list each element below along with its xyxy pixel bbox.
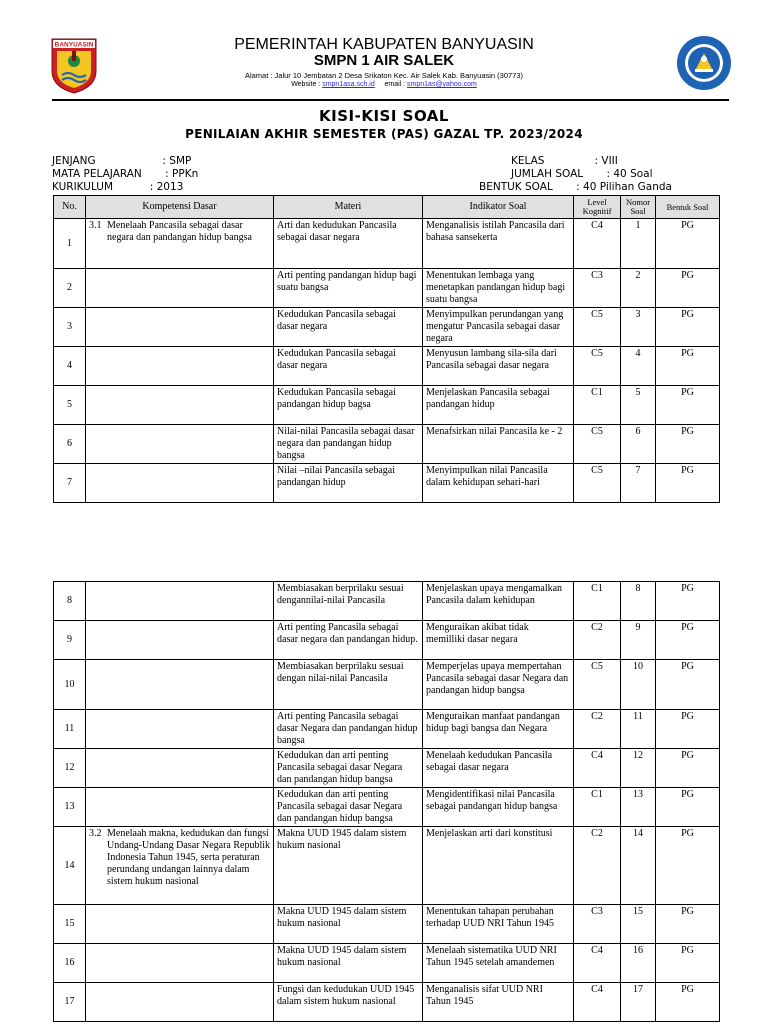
cell-no: 7: [54, 464, 86, 503]
cell-materi: Kedudukan Pancasila sebagai pandangan hidup bagsa: [274, 386, 423, 425]
cell-level-kognitif: C1: [574, 386, 621, 425]
cell-level-kognitif: C5: [574, 308, 621, 347]
cell-kompetensi-dasar: [86, 944, 274, 983]
cell-kompetensi-dasar: [86, 983, 274, 1022]
table-row: [54, 347, 720, 386]
website-label: Website :: [291, 81, 321, 88]
cell-no: 13: [54, 788, 86, 827]
cell-kompetensi-dasar: [86, 386, 274, 425]
cell-indikator-soal: Menguraikan manfaat pandangan hidup bagi bangsa dan Negara: [423, 710, 574, 749]
cell-kompetensi-dasar: [86, 425, 274, 464]
cell-bentuk-soal: PG: [656, 749, 720, 788]
contact-line: [0, 81, 768, 88]
cell-nomor-soal: 11: [621, 710, 656, 749]
cell-materi: Kedudukan Pancasila sebagai dasar negara: [274, 347, 423, 386]
meta-mata-pelajaran: MATA PELAJARAN : PPKn: [52, 168, 199, 180]
header-divider: [52, 99, 729, 101]
school-name: SMPN 1 AIR SALEK: [313, 52, 455, 69]
cell-nomor-soal: 6: [621, 425, 656, 464]
government-name: PEMERINTAH KABUPATEN BANYUASIN: [234, 36, 534, 53]
cell-no: 14: [54, 827, 86, 905]
website-link[interactable]: smpn1asa.sch.id: [322, 81, 375, 88]
table-row: [54, 983, 720, 1022]
cell-kompetensi-dasar: [86, 827, 274, 905]
cell-indikator-soal: Menjelaskan upaya mengamalkan Pancasila dalam kehidupan: [423, 582, 574, 621]
cell-bentuk-soal: PG: [656, 983, 720, 1022]
cell-indikator-soal: Menelaah kedudukan Pancasila sebagai dasar negara: [423, 749, 574, 788]
cell-materi: Kedudukan dan arti penting Pancasila sebagai dasar Negara dan pandangan hidup bangsa: [274, 788, 423, 827]
cell-bentuk-soal: PG: [656, 710, 720, 749]
document-title: KISI-KISI SOAL: [319, 107, 449, 125]
cell-indikator-soal: Menyimpulkan nilai Pancasila dalam kehidupan sehari-hari: [423, 464, 574, 503]
cell-kompetensi-dasar: [86, 905, 274, 944]
meta-kelas: KELAS : VIII: [511, 155, 618, 167]
cell-kompetensi-dasar: [86, 347, 274, 386]
cell-materi: Arti dan kedudukan Pancasila sebagai dasar negara: [274, 219, 423, 269]
document-subtitle: PENILAIAN AKHIR SEMESTER (PAS) GAZAL TP. 2023/2024: [185, 127, 583, 141]
table-row: [54, 710, 720, 749]
cell-kompetensi-dasar: [86, 660, 274, 710]
school-address: Alamat : Jalur 10 Jembatan 2 Desa Srikaton Kec. Air Salek Kab. Banyuasin (30773): [244, 71, 524, 80]
header-nomor-soal: Nomor Soal: [621, 196, 656, 219]
cell-indikator-soal: Mengidentifikasi nilai Pancasila sebagai pandangan hidup bangsa: [423, 788, 574, 827]
cell-level-kognitif: C5: [574, 347, 621, 386]
cell-nomor-soal: 7: [621, 464, 656, 503]
cell-bentuk-soal: PG: [656, 269, 720, 308]
cell-nomor-soal: 9: [621, 621, 656, 660]
cell-materi: Makna UUD 1945 dalam sistem hukum nasional: [274, 905, 423, 944]
cell-no: 10: [54, 660, 86, 710]
cell-level-kognitif: C2: [574, 710, 621, 749]
cell-indikator-soal: Memperjelas upaya mempertahan Pancasila sebagai dasar Negara dan pandangan hidup bangsa: [423, 660, 574, 710]
cell-level-kognitif: C4: [574, 219, 621, 269]
cell-bentuk-soal: PG: [656, 308, 720, 347]
cell-materi: Kedudukan Pancasila sebagai dasar negara: [274, 308, 423, 347]
cell-no: 6: [54, 425, 86, 464]
header-level-kognitif: Level Kognitif: [574, 196, 621, 219]
cell-indikator-soal: Menguraikan akibat tidak memilliki dasar negara: [423, 621, 574, 660]
cell-no: 11: [54, 710, 86, 749]
cell-bentuk-soal: PG: [656, 660, 720, 710]
cell-no: 2: [54, 269, 86, 308]
table-row: [54, 308, 720, 347]
cell-bentuk-soal: PG: [656, 347, 720, 386]
cell-no: 9: [54, 621, 86, 660]
cell-kompetensi-dasar: [86, 219, 274, 269]
cell-bentuk-soal: PG: [656, 582, 720, 621]
cell-level-kognitif: C2: [574, 621, 621, 660]
meta-jenjang: JENJANG : SMP: [52, 155, 192, 167]
cell-nomor-soal: 13: [621, 788, 656, 827]
cell-kompetensi-dasar: [86, 788, 274, 827]
cell-kompetensi-dasar: [86, 308, 274, 347]
cell-materi: Fungsi dan kedudukan UUD 1945 dalam sistem hukum nasional: [274, 983, 423, 1022]
cell-no: 15: [54, 905, 86, 944]
cell-materi: Arti penting Pancasila sebagai dasar negara dan pandangan hidup.: [274, 621, 423, 660]
cell-nomor-soal: 15: [621, 905, 656, 944]
cell-bentuk-soal: PG: [656, 827, 720, 905]
cell-no: 16: [54, 944, 86, 983]
cell-materi: Arti penting pandangan hidup bagi suatu bangsa: [274, 269, 423, 308]
table-header-row: [54, 196, 720, 219]
table-row: [54, 660, 720, 710]
cell-indikator-soal: Menyimpulkan perundangan yang mengatur Pancasila sebagai dasar negara: [423, 308, 574, 347]
table-row: [54, 464, 720, 503]
cell-level-kognitif: C3: [574, 269, 621, 308]
cell-level-kognitif: C2: [574, 827, 621, 905]
cell-materi: Nilai-nilai Pancasila sebagai dasar negara dan pandangan hidup bangsa: [274, 425, 423, 464]
cell-level-kognitif: C5: [574, 425, 621, 464]
table-row: [54, 749, 720, 788]
cell-level-kognitif: C4: [574, 983, 621, 1022]
kisi-kisi-table-page-2: [53, 581, 720, 1022]
cell-bentuk-soal: PG: [656, 621, 720, 660]
cell-nomor-soal: 17: [621, 983, 656, 1022]
table-row: [54, 621, 720, 660]
header-bentuk-soal: Bentuk Soal: [656, 196, 720, 219]
banyuasin-logo-text: BANYUASIN: [54, 41, 94, 49]
cell-no: 3: [54, 308, 86, 347]
table-row: [54, 905, 720, 944]
cell-bentuk-soal: PG: [656, 425, 720, 464]
cell-level-kognitif: C1: [574, 582, 621, 621]
kd-text: Menelaah Pancasila sebagai dasar negara dan pandangan hidup bangsa: [107, 220, 252, 243]
cell-no: 1: [54, 219, 86, 269]
cell-nomor-soal: 8: [621, 582, 656, 621]
email-link[interactable]: smpn1as@yahoo.com: [407, 81, 477, 88]
header-indikator-soal: Indikator Soal: [423, 196, 574, 219]
meta-kurikulum: KURIKULUM : 2013: [52, 181, 184, 193]
table-row: [54, 386, 720, 425]
cell-no: 8: [54, 582, 86, 621]
cell-materi: Membiasakan berprilaku sesuai dengan nilai-nilai Pancasila: [274, 660, 423, 710]
header-no: No.: [54, 196, 86, 219]
cell-materi: Nilai –nilai Pancasila sebagai pandangan hidup: [274, 464, 423, 503]
kd-number: 3.2: [89, 828, 102, 839]
table-row: [54, 582, 720, 621]
meta-jumlah-soal: JUMLAH SOAL : 40 Soal: [511, 168, 653, 180]
cell-nomor-soal: 12: [621, 749, 656, 788]
cell-indikator-soal: Menafsirkan nilai Pancasila ke - 2: [423, 425, 574, 464]
kd-number: 3.1: [89, 220, 102, 231]
cell-nomor-soal: 16: [621, 944, 656, 983]
cell-nomor-soal: 10: [621, 660, 656, 710]
table-row: [54, 425, 720, 464]
cell-bentuk-soal: PG: [656, 944, 720, 983]
cell-bentuk-soal: PG: [656, 464, 720, 503]
cell-bentuk-soal: PG: [656, 219, 720, 269]
cell-materi: Makna UUD 1945 dalam sistem hukum nasional: [274, 827, 423, 905]
cell-materi: Makna UUD 1945 dalam sistem hukum nasional: [274, 944, 423, 983]
table-row: [54, 269, 720, 308]
header-materi: Materi: [274, 196, 423, 219]
cell-indikator-soal: Menjelaskan arti dari konstitusi: [423, 827, 574, 905]
cell-indikator-soal: Menganalisis sifat UUD NRI Tahun 1945: [423, 983, 574, 1022]
cell-indikator-soal: Menentukan tahapan perubahan terhadap UUD NRI Tahun 1945: [423, 905, 574, 944]
cell-bentuk-soal: PG: [656, 788, 720, 827]
cell-nomor-soal: 4: [621, 347, 656, 386]
cell-bentuk-soal: PG: [656, 386, 720, 425]
table-row: [54, 827, 720, 905]
table-row: [54, 944, 720, 983]
cell-indikator-soal: Menganalisis istilah Pancasila dari bahasa sansekerta: [423, 219, 574, 269]
cell-nomor-soal: 2: [621, 269, 656, 308]
kisi-kisi-table-page-1: [53, 195, 720, 503]
cell-nomor-soal: 5: [621, 386, 656, 425]
email-label: email :: [384, 81, 406, 88]
cell-kompetensi-dasar: [86, 621, 274, 660]
cell-bentuk-soal: PG: [656, 905, 720, 944]
table-row: [54, 788, 720, 827]
cell-nomor-soal: 3: [621, 308, 656, 347]
cell-kompetensi-dasar: [86, 749, 274, 788]
cell-kompetensi-dasar: [86, 582, 274, 621]
cell-no: 5: [54, 386, 86, 425]
cell-level-kognitif: C4: [574, 749, 621, 788]
cell-level-kognitif: C4: [574, 944, 621, 983]
cell-indikator-soal: Menjelaskan Pancasila sebagai pandangan hidup: [423, 386, 574, 425]
cell-kompetensi-dasar: [86, 710, 274, 749]
cell-indikator-soal: Menentukan lembaga yang menetapkan pandangan hidup bagi suatu bangsa: [423, 269, 574, 308]
kd-text: Menelaah makna, kedudukan dan fungsi Undang-Undang Dasar Negara Republik Indonesia Tahun 1945, serta peraturan perundang undangan lainnya dalam sistem hukum nasional: [107, 828, 271, 887]
table-row: [54, 219, 720, 269]
cell-materi: Membiasakan berprilaku sesuai dengannilai-nilai Pancasila: [274, 582, 423, 621]
cell-level-kognitif: C1: [574, 788, 621, 827]
cell-no: 17: [54, 983, 86, 1022]
meta-bentuk-soal: BENTUK SOAL : 40 Pilihan Ganda: [479, 181, 672, 193]
cell-indikator-soal: Menelaah sistematika UUD NRI Tahun 1945 setelah amandemen: [423, 944, 574, 983]
cell-level-kognitif: C5: [574, 660, 621, 710]
cell-indikator-soal: Menyusun lambang sila-sila dari Pancasila sebagai dasar negara: [423, 347, 574, 386]
cell-materi: Arti penting Pancasila sebagai dasar Negara dan pandangan hidup bangsa: [274, 710, 423, 749]
cell-nomor-soal: 14: [621, 827, 656, 905]
cell-level-kognitif: C5: [574, 464, 621, 503]
header-kompetensi-dasar: Kompetensi Dasar: [86, 196, 274, 219]
cell-nomor-soal: 1: [621, 219, 656, 269]
cell-kompetensi-dasar: [86, 464, 274, 503]
cell-kompetensi-dasar: [86, 269, 274, 308]
cell-no: 12: [54, 749, 86, 788]
cell-materi: Kedudukan dan arti penting Pancasila sebagai dasar Negara dan pandangan hidup bangsa: [274, 749, 423, 788]
cell-no: 4: [54, 347, 86, 386]
cell-level-kognitif: C3: [574, 905, 621, 944]
